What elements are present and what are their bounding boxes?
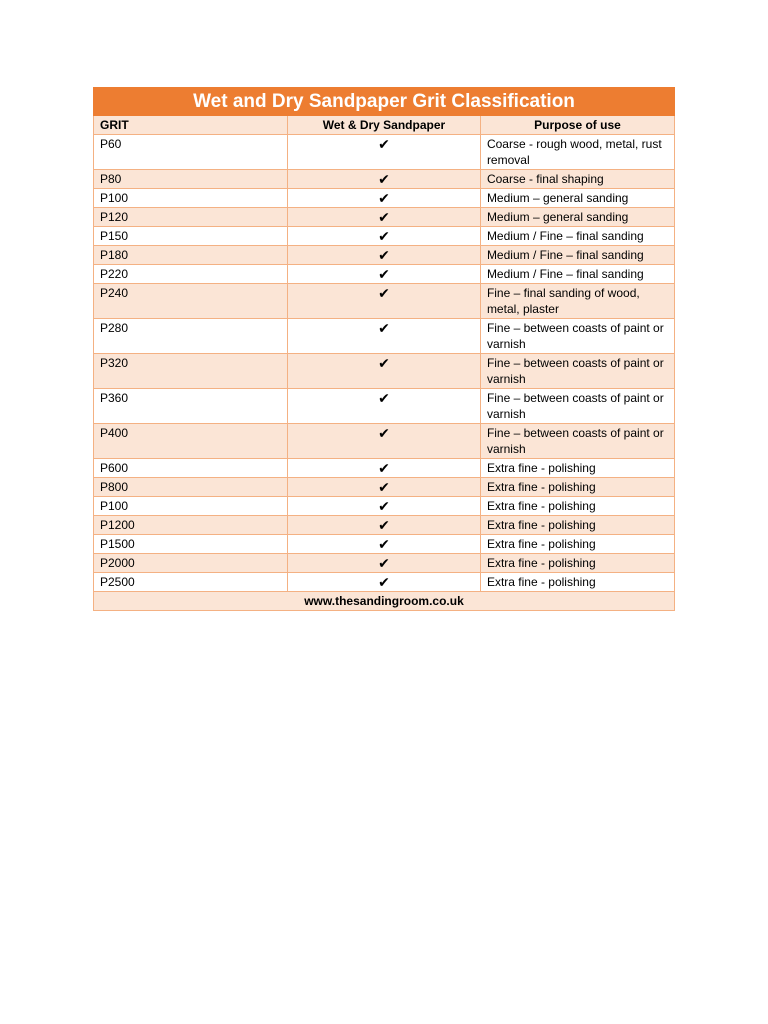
table-row [94, 389, 675, 424]
header-row [94, 116, 675, 135]
check-icon: ✔ [288, 284, 481, 319]
purpose-cell: Fine – between coasts of paint or varnish [480, 389, 674, 424]
header-grit: GRIT [94, 116, 288, 135]
purpose-cell: Fine – between coasts of paint or varnish [480, 354, 674, 389]
check-icon: ✔ [288, 497, 481, 516]
check-icon: ✔ [288, 516, 481, 535]
grit-cell: P220 [94, 265, 288, 284]
check-icon: ✔ [288, 135, 481, 170]
check-icon: ✔ [288, 424, 481, 459]
table-row [94, 459, 675, 478]
purpose-cell: Extra fine - polishing [480, 459, 674, 478]
purpose-cell: Medium / Fine – final sanding [480, 265, 674, 284]
table-row [94, 424, 675, 459]
header-wet-dry: Wet & Dry Sandpaper [288, 116, 481, 135]
grit-cell: P1200 [94, 516, 288, 535]
table-row [94, 319, 675, 354]
table-row [94, 135, 675, 170]
check-icon: ✔ [288, 535, 481, 554]
purpose-cell: Extra fine - polishing [480, 478, 674, 497]
check-icon: ✔ [288, 478, 481, 497]
check-icon: ✔ [288, 170, 481, 189]
table-row [94, 189, 675, 208]
purpose-cell: Fine – between coasts of paint or varnish [480, 424, 674, 459]
table-row [94, 478, 675, 497]
header-purpose: Purpose of use [480, 116, 674, 135]
purpose-cell: Extra fine - polishing [480, 573, 674, 592]
check-icon: ✔ [288, 227, 481, 246]
check-icon: ✔ [288, 246, 481, 265]
grit-cell: P2500 [94, 573, 288, 592]
grit-cell: P800 [94, 478, 288, 497]
table-row [94, 554, 675, 573]
table-row [94, 227, 675, 246]
check-icon: ✔ [288, 265, 481, 284]
footer-row [94, 592, 675, 611]
website-link[interactable]: www.thesandingroom.co.uk [94, 592, 675, 611]
table-row [94, 354, 675, 389]
table-row [94, 284, 675, 319]
grit-cell: P2000 [94, 554, 288, 573]
purpose-cell: Fine – between coasts of paint or varnish [480, 319, 674, 354]
grit-cell: P320 [94, 354, 288, 389]
check-icon: ✔ [288, 189, 481, 208]
grit-cell: P80 [94, 170, 288, 189]
purpose-cell: Extra fine - polishing [480, 554, 674, 573]
check-icon: ✔ [288, 573, 481, 592]
grit-cell: P60 [94, 135, 288, 170]
purpose-cell: Fine – final sanding of wood, metal, plaster [480, 284, 674, 319]
grit-cell: P150 [94, 227, 288, 246]
table-row [94, 170, 675, 189]
purpose-cell: Coarse - rough wood, metal, rust removal [480, 135, 674, 170]
grit-cell: P100 [94, 189, 288, 208]
check-icon: ✔ [288, 459, 481, 478]
grit-cell: P240 [94, 284, 288, 319]
table-title: Wet and Dry Sandpaper Grit Classification [94, 88, 675, 116]
table-row [94, 246, 675, 265]
purpose-cell: Medium / Fine – final sanding [480, 227, 674, 246]
grit-cell: P120 [94, 208, 288, 227]
check-icon: ✔ [288, 319, 481, 354]
purpose-cell: Coarse - final shaping [480, 170, 674, 189]
table-row [94, 497, 675, 516]
purpose-cell: Medium – general sanding [480, 189, 674, 208]
purpose-cell: Extra fine - polishing [480, 497, 674, 516]
check-icon: ✔ [288, 389, 481, 424]
table-row [94, 265, 675, 284]
purpose-cell: Extra fine - polishing [480, 535, 674, 554]
title-row [94, 88, 675, 116]
grit-cell: P280 [94, 319, 288, 354]
grit-cell: P600 [94, 459, 288, 478]
grit-cell: P1500 [94, 535, 288, 554]
purpose-cell: Medium – general sanding [480, 208, 674, 227]
grit-cell: P180 [94, 246, 288, 265]
table-body [94, 135, 675, 592]
check-icon: ✔ [288, 354, 481, 389]
grit-classification-table [93, 87, 675, 611]
table-row [94, 516, 675, 535]
purpose-cell: Extra fine - polishing [480, 516, 674, 535]
purpose-cell: Medium / Fine – final sanding [480, 246, 674, 265]
table-row [94, 573, 675, 592]
check-icon: ✔ [288, 554, 481, 573]
grit-cell: P100 [94, 497, 288, 516]
check-icon: ✔ [288, 208, 481, 227]
table-row [94, 208, 675, 227]
grit-cell: P400 [94, 424, 288, 459]
table-row [94, 535, 675, 554]
grit-cell: P360 [94, 389, 288, 424]
